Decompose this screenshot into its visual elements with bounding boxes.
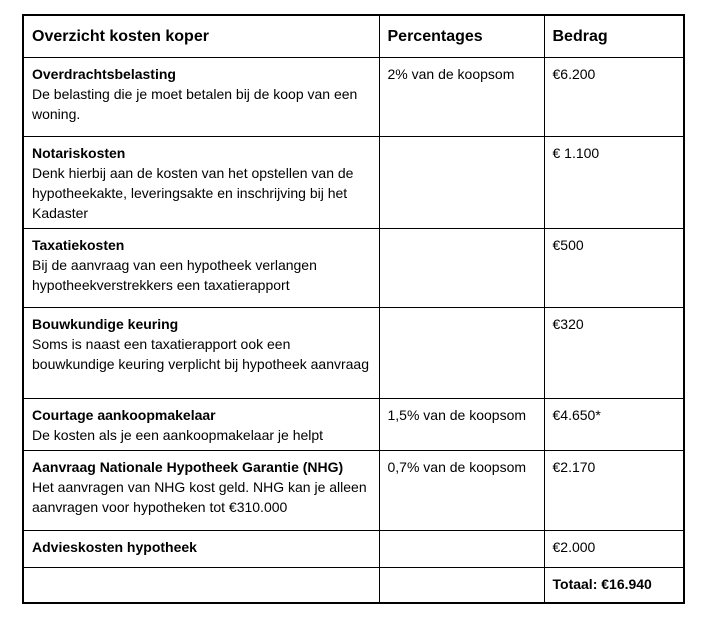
cost-item-cell — [23, 137, 379, 229]
cost-item-title: Notariskosten — [32, 145, 126, 161]
table-row — [23, 58, 684, 137]
cost-item-cell — [23, 229, 379, 308]
cost-item-description: Denk hierbij aan de kosten van het opstellen van de hypotheekakte, leveringsakte en inschrijving bij het Kadaster — [32, 165, 354, 221]
cost-item-title: Aanvraag Nationale Hypotheek Garantie (NHG) — [32, 459, 344, 475]
cost-item-title: Courtage aankoopmakelaar — [32, 407, 216, 423]
cost-item-cell — [23, 58, 379, 137]
column-header-bedrag: Bedrag — [544, 15, 684, 58]
amount-cell: €2.000 — [544, 531, 684, 568]
cost-item-title: Taxatiekosten — [32, 237, 125, 253]
percentage-cell — [379, 137, 544, 229]
table-row — [23, 399, 684, 451]
cost-item-description: Bij de aanvraag van een hypotheek verlangen hypotheekverstrekkers een taxatierapport — [32, 257, 317, 293]
cost-item-description: Het aanvragen van NHG kost geld. NHG kan je alleen aanvragen voor hypotheken tot €310.000 — [32, 479, 367, 515]
column-header-overzicht-kosten-koper: Overzicht kosten koper — [23, 15, 379, 58]
header-row — [23, 15, 684, 58]
table-body — [23, 58, 684, 604]
percentage-cell — [379, 531, 544, 568]
column-header-percentages: Percentages — [379, 15, 544, 58]
cost-item-description: Soms is naast een taxatierapport ook een bouwkundige keuring verplicht bij hypotheek aanvraag — [32, 336, 369, 372]
amount-cell: €6.200 — [544, 58, 684, 137]
percentage-cell: 0,7% van de koopsom — [379, 451, 544, 531]
amount-cell: €2.170 — [544, 451, 684, 531]
percentage-cell — [379, 308, 544, 399]
table-row — [23, 137, 684, 229]
cost-item-cell — [23, 451, 379, 531]
amount-cell: €320 — [544, 308, 684, 399]
table-row — [23, 229, 684, 308]
amount-cell: €500 — [544, 229, 684, 308]
percentage-cell: 1,5% van de koopsom — [379, 399, 544, 451]
cost-item-cell — [23, 308, 379, 399]
percentage-cell: 2% van de koopsom — [379, 58, 544, 137]
kosten-koper-table — [22, 14, 685, 604]
table-row — [23, 568, 684, 604]
cost-item-title: Bouwkundige keuring — [32, 316, 179, 332]
cost-item-description: De belasting die je moet betalen bij de koop van een woning. — [32, 86, 358, 122]
percentage-cell — [379, 568, 544, 604]
cost-item-cell — [23, 568, 379, 604]
cost-item-title: Advieskosten hypotheek — [32, 539, 197, 555]
percentage-cell — [379, 229, 544, 308]
cost-item-description: De kosten als je een aankoopmakelaar je helpt — [32, 427, 324, 443]
cost-item-cell — [23, 399, 379, 451]
amount-cell: €4.650* — [544, 399, 684, 451]
amount-cell: Totaal: €16.940 — [544, 568, 684, 604]
table-row — [23, 308, 684, 399]
cost-item-title: Overdrachtsbelasting — [32, 66, 176, 82]
table-row — [23, 531, 684, 568]
table-row — [23, 451, 684, 531]
amount-cell: € 1.100 — [544, 137, 684, 229]
cost-item-cell — [23, 531, 379, 568]
